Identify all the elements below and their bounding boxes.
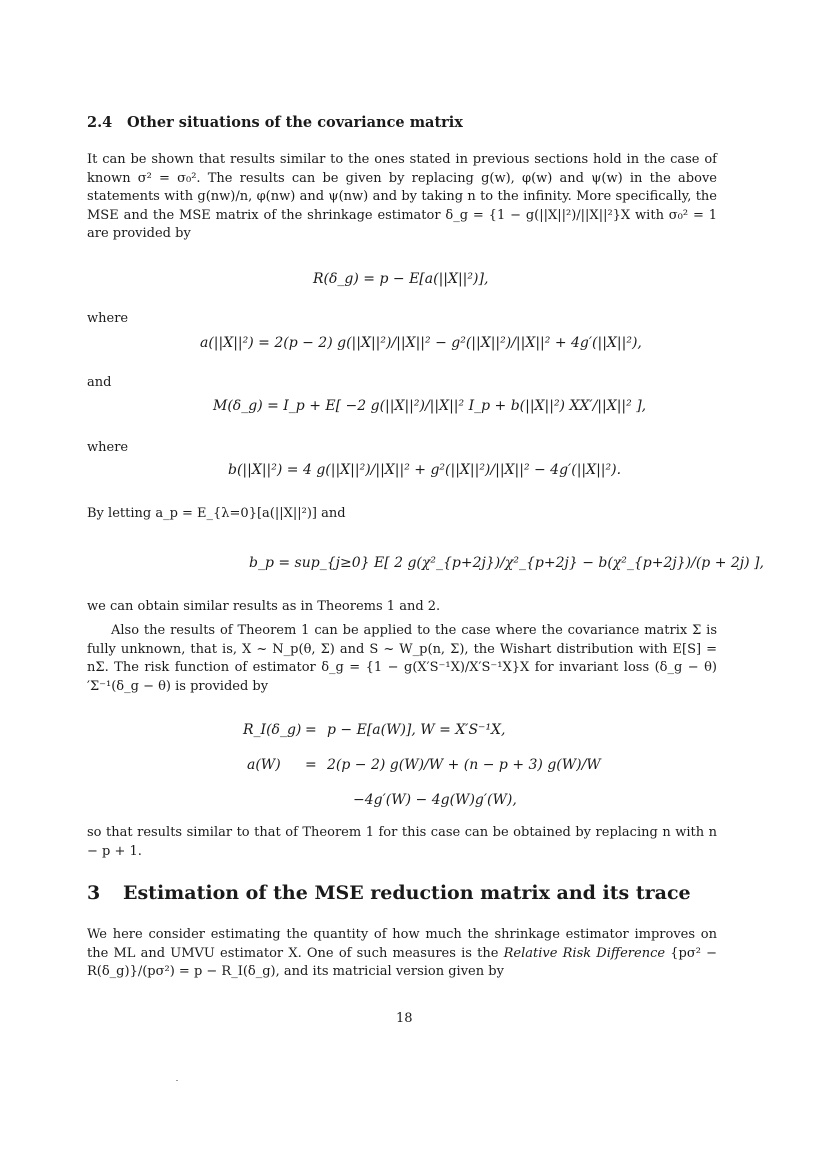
- equation-M: M(δ_g) = I_p + E[ −2 g(||X||²)/||X||² I_p + b(||X||²) XX′/||X||² ],: [213, 398, 647, 414]
- section-heading-2-4: [87, 114, 463, 131]
- section-number: 3: [87, 882, 101, 904]
- equation-aW-rhs-cont: −4g′(W) − 4g(W)g′(W),: [353, 792, 517, 808]
- section-heading-3: [87, 882, 691, 904]
- equation-aW-rhs: 2(p − 2) g(W)/W + (n − p + 3) g(W)/W: [327, 757, 601, 773]
- text-by-letting: By letting a_p = E_{λ=0}[a(||X||²)] and: [87, 506, 346, 521]
- equation-RI-lhs: R_I(δ_g): [243, 722, 302, 738]
- paragraph-replacing-n: so that results similar to that of Theorem 1 for this case can be obtained by replacing n with n − p + 1.: [87, 825, 717, 859]
- equation-risk: R(δ_g) = p − E[a(||X||²)],: [313, 271, 489, 287]
- page-number: 18: [396, 1011, 413, 1026]
- equals-2: =: [305, 757, 317, 773]
- text-similar-results: we can obtain similar results as in Theorems 1 and 2.: [87, 599, 441, 614]
- paragraph-estimation: [87, 926, 717, 982]
- label-and: and: [87, 375, 112, 390]
- text-run: {pσ² − R(δ_g)}/(pσ²) = p − R_I(δ_g), and its matricial version given by: [87, 945, 718, 980]
- italic-term: Relative Risk Difference: [503, 945, 666, 961]
- paragraph-unknown-covariance: Also the results of Theorem 1 can be applied to the case where the covariance matrix Σ is fully unknown, that is, X ~ N_p(θ, Σ) and S ~ W_p(n, Σ), the Wishart distribution with E[S] = nΣ. The risk function of estimator δ_g = {1 − g(X′S⁻¹X)/X′S⁻¹X}X for invariant loss (δ_g − θ)′Σ⁻¹(δ_g − θ) is provided by: [87, 623, 717, 694]
- label-where-2: where: [87, 440, 129, 455]
- equation-a: a(||X||²) = 2(p − 2) g(||X||²)/||X||² − g²(||X||²)/||X||² + 4g′(||X||²),: [200, 335, 642, 351]
- equation-b: b(||X||²) = 4 g(||X||²)/||X||² + g²(||X||²)/||X||² − 4g′(||X||²).: [228, 462, 622, 478]
- section-title: Other situations of the covariance matrix: [127, 114, 463, 131]
- text-run: We here consider estimating the quantity of how much the shrinkage estimator improves on the ML and UMVU estimator X. One of such measures is the: [87, 927, 717, 961]
- equation-aW-lhs: a(W): [247, 757, 281, 773]
- section-title: Estimation of the MSE reduction matrix and its trace: [123, 882, 691, 904]
- equation-bp: b_p = sup_{j≥0} E[ 2 g(χ²_{p+2j})/χ²_{p+2j} − b(χ²_{p+2j})/(p + 2j) ],: [249, 555, 764, 571]
- paragraph-intro: It can be shown that results similar to the ones stated in previous sections hold in the case of known σ² = σ₀². The results can be given by replacing g(w), φ(w) and ψ(w) in the above statements with g(nw)/n, φ(nw) and ψ(nw) and by taking n to the infinity. More specifically, the MSE and the MSE matrix of the shrinkage estimator δ_g = {1 − g(||X||²)/||X||²}X with σ₀² = 1 are provided by: [87, 152, 717, 242]
- equals-1: =: [305, 722, 317, 738]
- scan-speck: [176, 1080, 178, 1081]
- equation-RI-rhs: p − E[a(W)], W = X′S⁻¹X,: [327, 722, 506, 738]
- section-number: 2.4: [87, 114, 113, 131]
- label-where-1: where: [87, 311, 129, 326]
